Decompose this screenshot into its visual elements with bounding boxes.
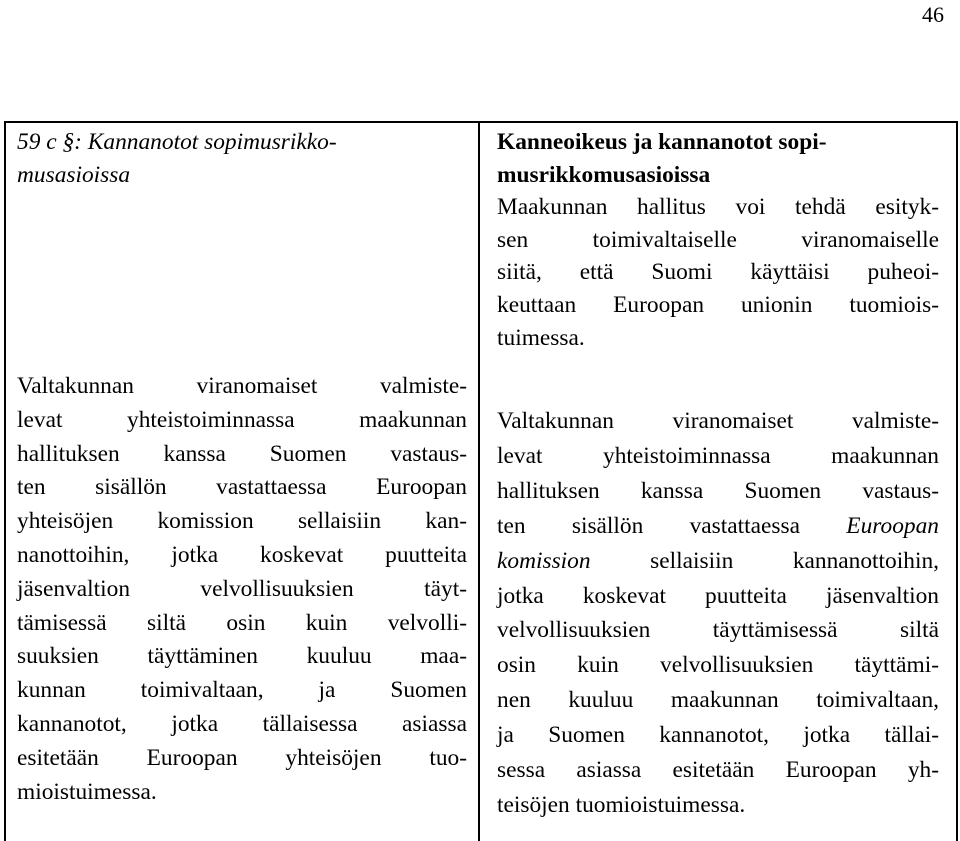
right-paragraph-2-line [497,544,939,579]
left-paragraph-line: suuksien täyttäminen kuuluu maa- [17,643,467,670]
right-paragraph-2-line: levat yhteistoiminnassa maakunnan [497,442,939,469]
right-paragraph-2-line: osin kuin velvollisuuksien täyttämi- [497,652,939,679]
table-right-border [956,121,958,841]
right-paragraph-2-line: sessa asiassa esitetään Euroopan yh- [497,757,939,784]
right-heading-line: musrikkomusasioissa [497,161,711,188]
left-paragraph-line: kannanotot, jotka tällaisessa asiassa [17,710,467,737]
right-paragraph-1 [497,191,939,354]
left-heading-line: musasioissa [17,161,131,188]
right-paragraph-2-line: hallituksen kanssa Suomen vastaus- [497,477,939,504]
right-column-top [497,126,939,354]
right-paragraph-1-line: Maakunnan hallitus voi tehdä esityk- [497,194,939,221]
right-paragraph-2 [497,404,939,823]
left-paragraph-line: kunnan toimivaltaan, ja Suomen [17,677,467,704]
left-paragraph-line: mioistuimessa. [17,778,157,805]
right-heading-line: Kanneoikeus ja kannanotot sopi- [497,129,827,155]
page-number: 46 [922,2,944,27]
right-paragraph-2-line: jotka koskevat puutteita jäsenvaltion [497,582,939,609]
emphasized-term-euroopan: Euroopan [846,512,939,539]
right-paragraph-2-line [497,509,939,544]
left-paragraph-line: hallituksen kanssa Suomen vastaus- [17,440,467,467]
left-paragraph-line: tämisessä siltä osin kuin velvolli- [17,609,467,636]
left-heading-line: 59 c §: Kannanotot sopimusrikko- [17,129,337,155]
left-paragraph-line: nanottoihin, jotka koskevat puutteita [17,541,467,568]
emphasized-term-komission: komission [497,547,591,574]
right-paragraph-2-line: teisöjen tuomioistuimessa. [497,791,746,818]
right-heading [497,126,939,191]
left-paragraph-line: jäsenvaltion velvollisuuksien täyt- [17,575,467,602]
line-text: sellaisiin kannanottoihin, [590,547,939,574]
table-column-divider [478,121,480,841]
comparison-table [4,121,958,841]
right-paragraph-1-line: sen toimivaltaiselle viranomaiselle [497,226,939,253]
left-paragraph-line: levat yhteistoiminnassa maakunnan [17,406,467,433]
right-paragraph-1-line: tuimessa. [497,324,585,351]
table-top-border [4,121,958,123]
left-paragraph [17,370,467,809]
left-paragraph-line: esitetään Euroopan yhteisöjen tuo- [17,744,467,771]
left-paragraph-line: Valtakunnan viranomaiset valmiste- [17,373,467,399]
right-paragraph-2-line: velvollisuuksien täyttämisessä siltä [497,617,939,644]
right-paragraph-2-line: ja Suomen kannanotot, jotka tällai- [497,722,939,749]
left-paragraph-line: ten sisällön vastattaessa Euroopan [17,474,467,501]
left-heading [17,126,467,191]
left-paragraph-line: yhteisöjen komission sellaisiin kan- [17,508,467,535]
right-paragraph-1-line: keuttaan Euroopan unionin tuomiois- [497,291,939,318]
right-paragraph-1-line: siitä, että Suomi käyttäisi puheoi- [497,259,939,286]
line-text: ten sisällön vastattaessa [497,512,847,539]
table-left-border [4,121,6,841]
right-paragraph-2-line: Valtakunnan viranomaiset valmiste- [497,408,939,434]
right-paragraph-2-line: nen kuuluu maakunnan toimivaltaan, [497,687,939,714]
